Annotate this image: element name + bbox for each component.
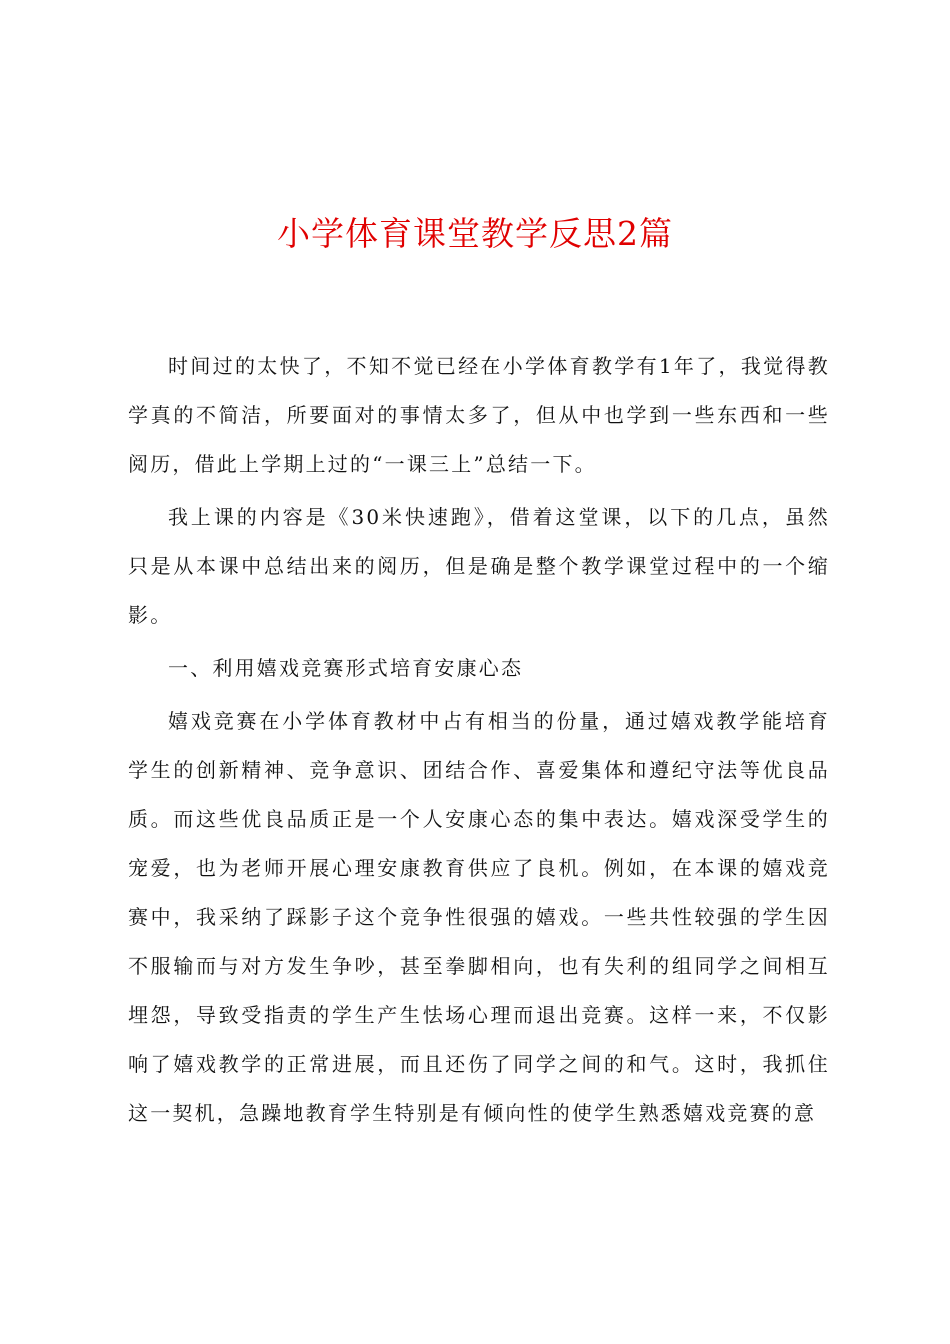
paragraph-game-competition: 嬉戏竞赛在小学体育教材中占有相当的份量，通过嬉戏教学能培育学生的创新精神、竞争意识、团结合作、喜爱集体和遵纪守法等优良品质。而这些优良品质正是一个人安康心态的集中表达。嬉戏深受学生的宠爱，也为老师开展心理安康教育供应了良机。例如，在本课的嬉戏竞赛中，我采纳了踩影子这个竞争性很强的嬉戏。一些共性较强的学生因不服输而与对方发生争吵，甚至拳脚相向，也有失利的组同学之间相互埋怨，导致受指责的学生产生怯场心理而退出竞赛。这样一来，不仅影响了嬉戏教学的正常进展，而且还伤了同学之间的和气。这时，我抓住这一契机，急躁地教育学生特别是有倾向性的使学生熟悉嬉戏竞赛的意 <box>128 709 830 1125</box>
document-title: 小学体育课堂教学反思2篇 <box>277 214 673 253</box>
paragraph-lesson-content: 我上课的内容是《30米快速跑》，借着这堂课，以下的几点，虽然只是从本课中总结出来的阅历，但是确是整个教学课堂过程中的一个缩影。 <box>128 505 830 627</box>
section-heading-1: 一、利用嬉戏竞赛形式培育安康心态 <box>168 656 524 680</box>
document-body <box>128 342 830 1142</box>
paragraph-intro: 时间过的太快了，不知不觉已经在小学体育教学有1年了，我觉得教学真的不简洁，所要面对的事情太多了，但从中也学到一些东西和一些阅历，借此上学期上过的“一课三上”总结一下。 <box>128 354 830 476</box>
